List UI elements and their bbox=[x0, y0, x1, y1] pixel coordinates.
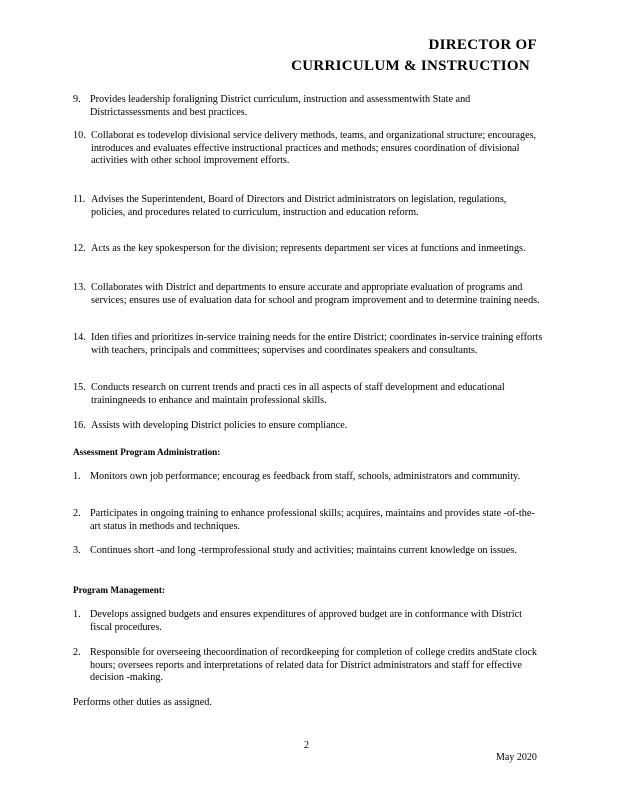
assessment-item bbox=[73, 508, 543, 533]
duty-item bbox=[73, 382, 543, 407]
revision-date: May 2020 bbox=[496, 752, 537, 763]
duty-item bbox=[73, 243, 543, 256]
title-line-1: DIRECTOR OF bbox=[428, 37, 537, 53]
item-number: 2. bbox=[73, 508, 81, 519]
item-text: Responsible for overseeing thecoordination of recordkeeping for completion of college credits andState clock hours; oversees reports and interpretations of related data for District administrators and staff for effective decision -making. bbox=[90, 647, 537, 684]
item-text: Monitors own job performance; encourag es feedback from staff, schools, administrators and community. bbox=[90, 471, 521, 482]
item-number: 12. bbox=[73, 243, 86, 254]
item-number: 13. bbox=[73, 282, 86, 293]
item-number: 3. bbox=[73, 545, 81, 556]
program-item bbox=[73, 609, 543, 634]
item-number: 14. bbox=[73, 332, 86, 343]
item-number: 2. bbox=[73, 647, 81, 658]
program-item bbox=[73, 647, 543, 685]
item-text: Collaborates with District and departments to ensure accurate and appropriate evaluation of programs and services; ensures use of evaluation data for school and program improvement and to determine training needs. bbox=[91, 282, 540, 306]
item-text: Continues short -and long -termprofessional study and activities; maintains current knowledge on issues. bbox=[90, 545, 517, 556]
item-number: 1. bbox=[73, 471, 81, 482]
item-text: Assists with developing District policies to ensure compliance. bbox=[91, 420, 348, 431]
item-number: 11. bbox=[73, 194, 86, 205]
page-number: 2 bbox=[304, 740, 309, 751]
duty-item bbox=[73, 194, 543, 219]
item-number: 1. bbox=[73, 609, 81, 620]
program-heading: Program Management: bbox=[73, 585, 165, 595]
assessment-heading: Assessment Program Administration: bbox=[73, 447, 221, 457]
item-text: Provides leadership foraligning District curriculum, instruction and assessmentwith State and Districtassessments and best practices. bbox=[90, 94, 471, 118]
item-text: Participates in ongoing training to enhance professional skills; acquires, maintains and provides state -of-the-art status in methods and techniques. bbox=[90, 508, 535, 532]
item-number: 9. bbox=[73, 94, 81, 105]
duty-item bbox=[73, 282, 543, 307]
closing-statement: Performs other duties as assigned. bbox=[73, 697, 212, 708]
item-text: Advises the Superintendent, Board of Directors and District administrators on legislation, regulations, policies, and procedures related to curriculum, instruction and education reform. bbox=[91, 194, 507, 218]
duty-item bbox=[73, 130, 543, 168]
item-text: Develops assigned budgets and ensures expenditures of approved budget are in conformance with District fiscal procedures. bbox=[90, 609, 522, 633]
item-text: Acts as the key spokesperson for the division; represents department ser vices at functions and inmeetings. bbox=[91, 243, 526, 254]
item-number: 10. bbox=[73, 130, 86, 141]
assessment-item bbox=[73, 545, 543, 558]
duty-item bbox=[73, 420, 543, 433]
title-line-2: CURRICULUM & INSTRUCTION bbox=[291, 58, 530, 74]
item-number: 15. bbox=[73, 382, 86, 393]
item-text: Collaborat es todevelop divisional service delivery methods, teams, and organizational structure; encourages, introduces and evaluates effective instructional practices and methods; ensures coordination of divisional activities with other school improvement efforts. bbox=[91, 130, 537, 167]
item-text: Iden tifies and prioritizes in-service training needs for the entire District; coordinates in-service training efforts with teachers, principals and committees; supervises and coordinates speakers and consultants. bbox=[91, 332, 543, 356]
assessment-item bbox=[73, 471, 543, 484]
duty-item bbox=[73, 332, 543, 357]
item-number: 16. bbox=[73, 420, 86, 431]
item-text: Conducts research on current trends and practi ces in all aspects of staff development and educational trainingneeds to enhance and maintain professional skills. bbox=[91, 382, 505, 406]
duty-item bbox=[73, 94, 543, 119]
